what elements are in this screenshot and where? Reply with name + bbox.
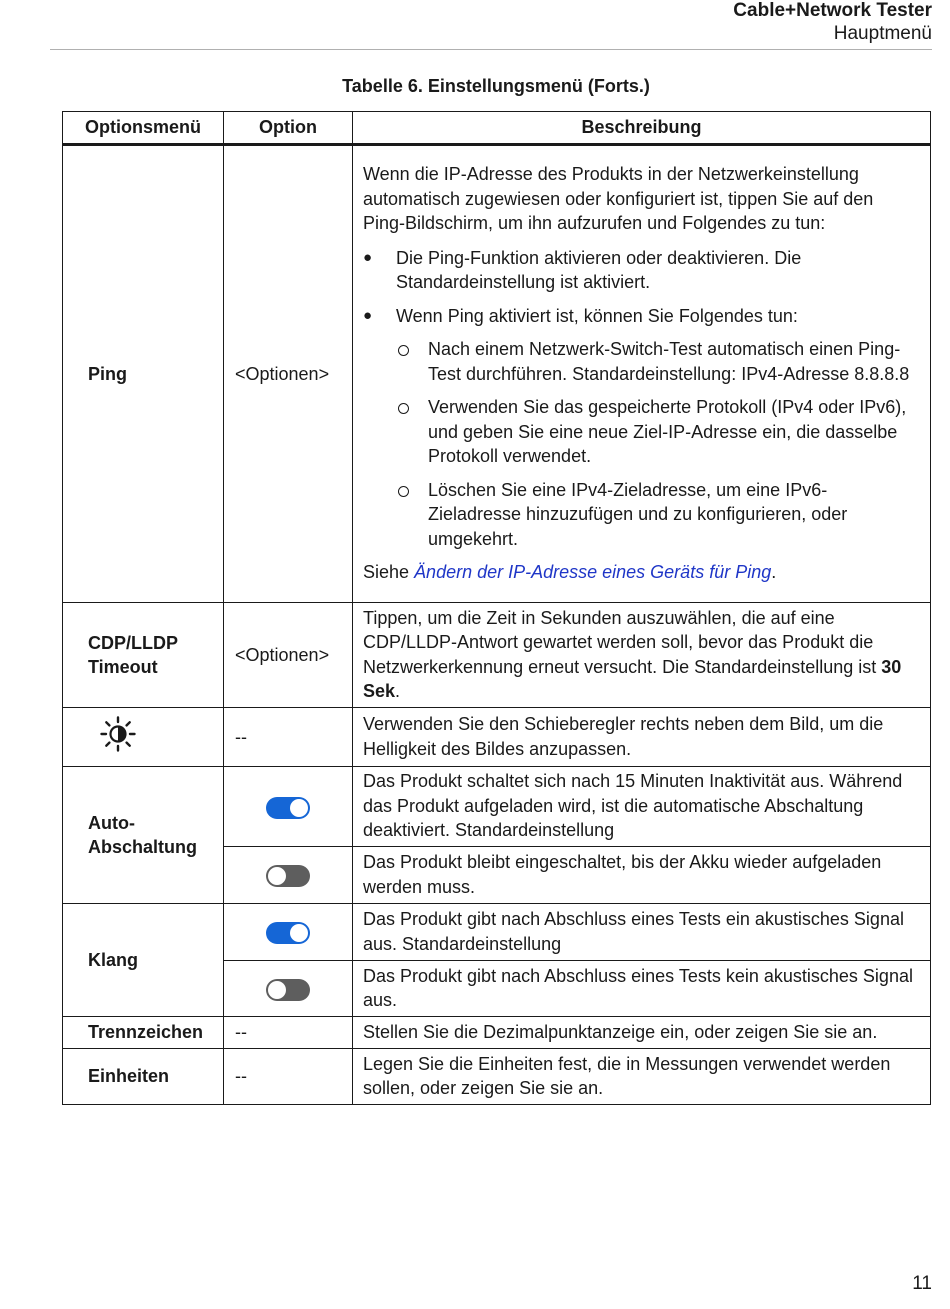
description-cell-ping — [353, 145, 931, 603]
ping-bullet-list — [363, 246, 920, 552]
description-cell-brightness: Verwenden Sie den Schieberegler rechts neben dem Bild, um die Helligkeit des Bildes anzupassen. — [353, 708, 931, 767]
menu-cell-separator: Trennzeichen — [63, 1017, 224, 1049]
description-cell-separator: Stellen Sie die Dezimalpunktanzeige ein, oder zeigen Sie sie an. — [353, 1017, 931, 1049]
cdp-default-value: 30 Sek — [363, 656, 902, 701]
see-also-link[interactable]: Ändern der IP-Adresse eines Geräts für Ping — [414, 562, 772, 583]
settings-table — [62, 111, 931, 1105]
table-title: Tabelle 6. Einstellungsmenü (Forts.) — [342, 76, 650, 96]
cdp-description-end: . — [395, 681, 401, 701]
list-item-text: Wenn Ping aktiviert ist, können Sie Folgendes tun: — [396, 305, 798, 326]
see-also-prefix: Siehe — [363, 562, 415, 583]
menu-cell-ping: Ping — [63, 145, 224, 603]
brightness-icon — [99, 715, 137, 753]
menu-cell-brightness — [63, 708, 224, 767]
section-name: Hauptmenü — [833, 23, 932, 44]
menu-cell-auto-off: Auto-Abschaltung — [63, 767, 224, 904]
see-also-line — [363, 560, 920, 585]
table-row-sound-on — [63, 904, 931, 961]
toggle-off-icon — [266, 865, 310, 887]
sub-list-item: Löschen Sie eine IPv4-Zieladresse, um eine IPv6-Zieladresse hinzuzufügen und zu konfigurieren, oder umgekehrt. — [396, 478, 920, 552]
column-header-description: Beschreibung — [353, 112, 931, 145]
page-number: 11 — [912, 1273, 932, 1294]
list-item: ● Die Ping-Funktion aktivieren oder deaktivieren. Die Standardeinstellung ist aktiviert. — [363, 246, 920, 295]
ping-intro: Wenn die IP-Adresse des Produkts in der Netzwerkeinstellung automatisch zugewiesen oder konfiguriert ist, tippen Sie auf den Ping-Bildschirm, um ihn aufzurufen und Folgendes zu tun: — [363, 164, 874, 234]
table-row-auto-off-on — [63, 767, 931, 847]
option-cell-separator: -- — [224, 1017, 353, 1049]
toggle-on-icon — [266, 797, 310, 819]
option-cell-cdp-lldp: <Optionen> — [224, 603, 353, 708]
ping-sub-list — [396, 337, 920, 551]
option-cell-auto-off-on — [224, 767, 353, 847]
description-cell-auto-off-on: Das Produkt schaltet sich nach 15 Minuten Inaktivität aus. Während das Produkt aufgeladen wird, ist die automatische Abschaltung deaktiviert. Standardeinstellung — [353, 767, 931, 847]
option-cell-brightness: -- — [224, 708, 353, 767]
table-row-units — [63, 1049, 931, 1105]
list-item — [363, 304, 920, 552]
description-cell-sound-off: Das Produkt gibt nach Abschluss eines Tests kein akustisches Signal aus. — [353, 961, 931, 1017]
description-cell-sound-on: Das Produkt gibt nach Abschluss eines Tests ein akustisches Signal aus. Standardeinstellung — [353, 904, 931, 961]
table-row-ping — [63, 145, 931, 603]
sub-list-item: Nach einem Netzwerk-Switch-Test automatisch einen Ping-Test durchführen. Standardeinstellung: IPv4-Adresse 8.8.8.8 — [396, 337, 920, 386]
description-cell-cdp-lldp — [353, 603, 931, 708]
header-divider — [50, 49, 932, 50]
option-cell-sound-on — [224, 904, 353, 961]
option-cell-units: -- — [224, 1049, 353, 1105]
page-header — [733, 0, 932, 46]
product-name: Cable+Network Tester — [733, 0, 932, 21]
table-header-row — [63, 112, 931, 145]
table-row-cdp-lldp — [63, 603, 931, 708]
option-cell-sound-off — [224, 961, 353, 1017]
sub-list-item: Verwenden Sie das gespeicherte Protokoll (IPv4 oder IPv6), und geben Sie eine neue Ziel-IP-Adresse ein, die dasselbe Protokoll verwendet. — [396, 395, 920, 469]
menu-cell-cdp-lldp: CDP/LLDP Timeout — [63, 603, 224, 708]
table-row-separator — [63, 1017, 931, 1049]
description-cell-auto-off-off: Das Produkt bleibt eingeschaltet, bis der Akku wieder aufgeladen werden muss. — [353, 847, 931, 904]
toggle-off-icon — [266, 979, 310, 1001]
option-cell-ping: <Optionen> — [224, 145, 353, 603]
description-cell-units: Legen Sie die Einheiten fest, die in Messungen verwendet werden sollen, oder zeigen Sie sie an. — [353, 1049, 931, 1105]
toggle-on-icon — [266, 922, 310, 944]
menu-cell-units: Einheiten — [63, 1049, 224, 1105]
column-header-menu: Optionsmenü — [63, 112, 224, 145]
table-row-brightness — [63, 708, 931, 767]
cdp-description: Tippen, um die Zeit in Sekunden auszuwählen, die auf eine CDP/LLDP-Antwort gewartet werden soll, bevor das Produkt die Netzwerkerkennung erneut versucht. Die Standardeinstellung ist — [363, 607, 882, 677]
see-also-suffix: . — [771, 562, 777, 583]
menu-cell-sound: Klang — [63, 904, 224, 1017]
option-cell-auto-off-off — [224, 847, 353, 904]
column-header-option: Option — [224, 112, 353, 145]
